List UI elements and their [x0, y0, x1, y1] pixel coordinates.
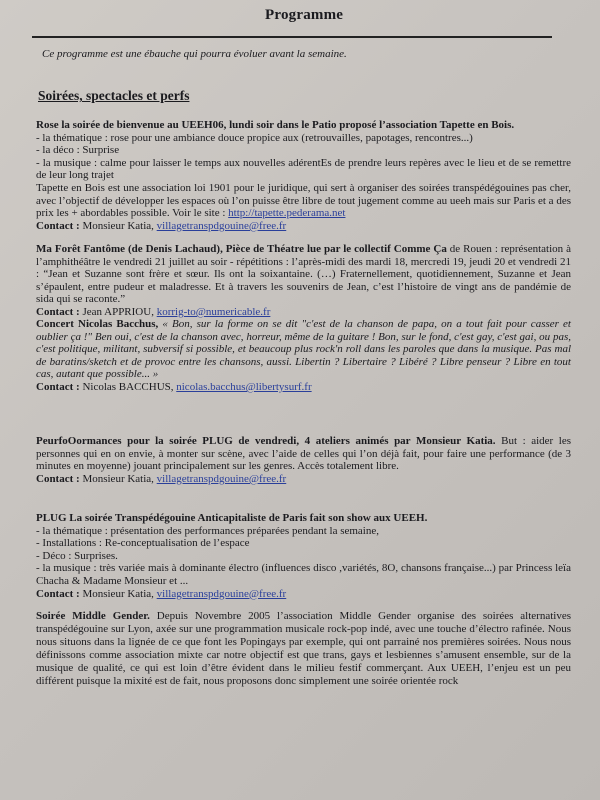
contact-email-link[interactable]: nicolas.bacchus@libertysurf.fr [176, 380, 312, 393]
contact-label: Contact : [36, 219, 80, 232]
event-foret-contact [36, 306, 571, 319]
event-plug [36, 512, 571, 600]
event-foret-description: de Rouen : représentation à l’amphithéâtre le vendredi 21 juillet au soir - répétitions : l’après-midi des mardi 18, mercredi 19, jeudi 20 et vendredi 21 : “Jean et Suzanne sont frère et sœur. Ils ont la soixantaine. (…) Fraternellement, quotidiennement, Suzanne et Jean s’épaulent, entre pudeur et maladresse. Et à travers les souvenirs de Jean, c’est l’histoire de vingt ans de pandémie de sida qui se raconte.” [36, 243, 571, 306]
event-concert-contact [36, 381, 571, 394]
event-foret [36, 243, 571, 319]
event-plug-line-4: - la musique : très variée mais à dominante électro (influences disco ,variétés, 8O, chansons française...) par Princess leïa Chacha & Madame Monsieur et ... [36, 562, 571, 587]
event-concert [36, 318, 571, 394]
event-plug-title: PLUG La soirée Transpédégouine Anticapitaliste de Paris fait son show aux UEEH. [36, 512, 428, 524]
event-rose-line-2: - la déco : Surprise [36, 144, 120, 157]
contact-label: Contact : [36, 305, 80, 318]
contact-name: Monsieur Katia, [82, 472, 154, 485]
contact-email-link[interactable]: korrig-to@numericable.fr [156, 305, 271, 318]
event-rose-site-link[interactable]: http://tapette.pederama.net [228, 207, 346, 220]
event-foret-title: Ma Forêt Fantôme (de Denis Lachaud), Pièce de Théatre lue par le collectif Comme Ça [36, 243, 447, 255]
event-plug-line-2: - Installations : Re-conceptualisation de l’espace [36, 537, 250, 550]
contact-label: Contact : [36, 380, 80, 393]
event-plug-line-1: - la thématique : présentation des performances préparées pendant la semaine, [36, 524, 379, 537]
contact-email-link[interactable]: villagetranspdgouine@free.fr [156, 587, 287, 600]
event-rose-contact [36, 220, 571, 233]
event-perfo-title: PeurfoOormances pour la soirée PLUG de vendredi, 4 ateliers animés par Monsieur Katia. [36, 435, 496, 447]
event-rose-line-1: - la thématique : rose pour une ambiance douce propice aux (retrouvailles, papotages, rencontres...) [36, 131, 473, 144]
event-rose-description: Tapette en Bois est une association loi 1901 pour le juridique, qui sert à organiser des soirées transpédégouines pas cher, avec l’objectif de développer les espaces où l’on puisse être libre de tout jugement comme au ueeh mais sur Paris et a des prix les + abordables possible. Voir le site : [36, 181, 571, 220]
contact-name: Nicolas BACCHUS, [82, 380, 174, 393]
event-concert-title: Concert Nicolas Bacchus, [36, 318, 159, 330]
contact-name: Monsieur Katia, [82, 587, 154, 600]
event-middle-gender [36, 610, 571, 687]
contact-label: Contact : [36, 472, 80, 485]
contact-label: Contact : [36, 587, 80, 600]
event-middle-title: Soirée Middle Gender. [36, 610, 150, 622]
title-divider [32, 36, 552, 38]
event-perfo [36, 435, 571, 485]
event-concert-quote: « Bon, sur la forme on se dit "c'est de la chanson de papa, on a tout fait pour casser et oublier ça !" Ben oui, c'est de la chanson avec, horreur, même de la guitare ! Bon, sur le fond, c'est gay, c'est gai, ou pas, c'est politique, militant, subversif si possible, et beaucoup plus rock'n roll dans les paroles que dans la musique. Pas mal de baratins/sketch et de provoc entre les chansons, aussi. Libertin ? Libertaire ? Libéré ? Libre penseur ? Libre en tout cas, autant que possible... » [36, 318, 571, 381]
contact-email-link[interactable]: villagetranspdgouine@free.fr [156, 472, 287, 485]
event-perfo-contact [36, 473, 571, 486]
event-middle-description: Depuis Novembre 2005 l’association Middle Gender organise des soirées alternatives transpédégouine sur Lyon, axée sur une programmation musicale rock-pop indé, avec une touche d’électro rafinée. Nous nous situons dans la lignée de ce que font les Popingays par exemple, qui ont parrainé nos premières soirées. Nous nous définissons comme association mixte car notre objectif est que trans, gays et lesbiennes s’amusent ensemble, sur de la musique de qualité, ce qui est loin d’être évident dans le milieu festif commerçant. Aux UEEH, l’enjeu est un peu différent puisque la mixité est de fait, nous proposons donc simplement une soirée orientée rock [36, 610, 571, 687]
contact-email-link[interactable]: villagetranspdgouine@free.fr [156, 219, 287, 232]
event-plug-line-3: - Déco : Surprises. [36, 549, 118, 562]
contact-name: Monsieur Katia, [82, 219, 154, 232]
section-heading: Soirées, spectacles et perfs [38, 88, 190, 103]
event-rose-title: Rose la soirée de bienvenue au UEEH06, lundi soir dans le Patio proposé l’association Tapette en Bois. [36, 119, 515, 131]
event-perfo-description: But : aider les personnes qui en on envie, à monter sur scène, avec l’aide de celles qui l’on déjà fait, pour faire une performance (de 3 minutes en moyenne) jouant principalement sur les genres. Accès totalement libre. [36, 435, 572, 473]
intro-note: Ce programme est une ébauche qui pourra évoluer avant la semaine. [42, 48, 347, 60]
event-plug-contact [36, 588, 571, 601]
page-title: Programme [265, 7, 344, 23]
event-rose-line-3: - la musique : calme pour laisser le temps aux nouvelles adérentEs de prendre leurs repères avec le lieu et de se remettre de leur long trajet [36, 156, 571, 182]
contact-name: Jean APPRIOU, [82, 305, 154, 318]
event-rose [36, 119, 571, 232]
